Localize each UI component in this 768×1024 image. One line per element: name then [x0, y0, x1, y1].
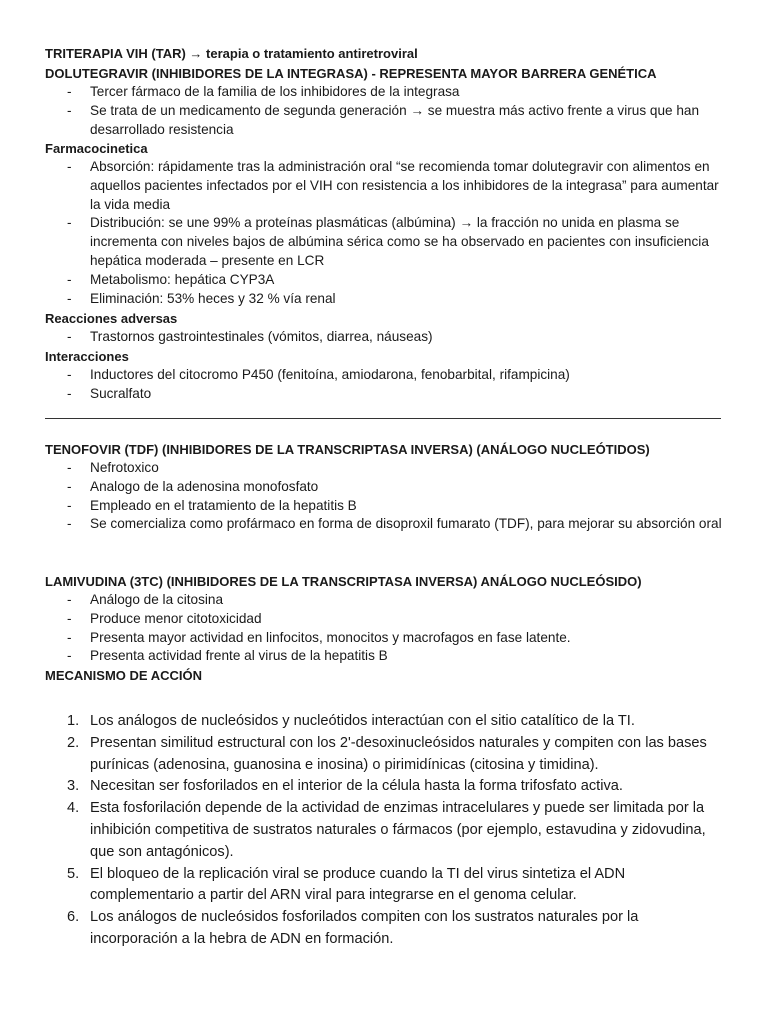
list-item: - Análogo de la citosina — [67, 592, 224, 607]
interactions-list — [45, 366, 725, 404]
list-item: - Sucralfato — [67, 385, 152, 401]
list-item: - Trastornos gastrointestinales (vómitos, diarrea, náuseas) — [67, 329, 433, 344]
dolutegravir-list — [45, 83, 725, 139]
pharmacokinetics-heading: Farmacocinetica — [45, 141, 148, 156]
list-item: 2. Presentan similitud estructural con los 2'-desoxinucleósidos naturales y compiten con las bases purínicas (adenosina, guanosina e inosina) o pirimidínicas (citosina y timidina). — [67, 734, 707, 773]
main-title: TRITERAPIA VIH (TAR) → terapia o tratamiento antiretroviral — [45, 46, 418, 61]
list-item: 5. El bloqueo de la replicación viral se produce cuando la TI del virus sintetiza el ADN complementario a partir del ARN viral para integrarse en el genoma celular. — [67, 865, 626, 904]
list-item: - Distribución: se une 99% a proteínas plasmáticas (albúmina) → la fracción no unida en plasma se incrementa con niveles bajos de albúmina sérica como se ha observado en pacientes con insuficiencia hepática moderada – presente en LCR — [67, 215, 709, 268]
list-item: - Presenta actividad frente al virus de la hepatitis B — [67, 648, 388, 664]
list-item: - Inductores del citocromo P450 (fenitoína, amiodarona, fenobarbital, rifampicina) — [67, 367, 570, 382]
list-item: 4. Esta fosforilación depende de la actividad de enzimas intracelulares y puede ser limitada por la inhibición competitiva de sustratos naturales o fármacos (por ejemplo, estavudina y zidovudina, que son antagónicos). — [67, 800, 706, 860]
lamivudina-heading: LAMIVUDINA (3TC) (INHIBIDORES DE LA TRANSCRIPTASA INVERSA) ANÁLOGO NUCLEÓSIDO) — [45, 574, 642, 589]
list-item: 3. Necesitan ser fosforilados en el interior de la célula hasta la forma trifosfato activa. — [67, 778, 623, 795]
list-item: - Se comercializa como profármaco en forma de disoproxil fumarato (TDF), para mejorar su absorción oral — [67, 516, 722, 532]
list-item: - Empleado en el tratamiento de la hepatitis B — [67, 497, 357, 513]
list-item: 6. Los análogos de nucleósidos fosforilados compiten con los sustratos naturales por la incorporación a la hebra de ADN en formación. — [67, 909, 639, 947]
lamivudina-list — [45, 591, 725, 666]
list-item: - Nefrotoxico — [67, 460, 159, 475]
list-item: 1. Los análogos de nucleósidos y nucleótidos interactúan con el sitio catalítico de la TI. — [67, 713, 635, 729]
list-item: - Eliminación: 53% heces y 32 % vía renal — [67, 290, 336, 306]
pharmacokinetics-list — [45, 158, 725, 308]
list-item: - Absorción: rápidamente tras la administración oral “se recomienda tomar dolutegravir con alimentos en aquellos pacientes infectados por el VIH con resistencia a los inhibidores de la integrasa” para aumentar la vida media — [67, 159, 719, 212]
tenofovir-heading: TENOFOVIR (TDF) (INHIBIDORES DE LA TRANSCRIPTASA INVERSA) (ANÁLOGO NUCLEÓTIDOS) — [45, 442, 650, 457]
interactions-heading: Interacciones — [45, 349, 129, 364]
mechanism-heading: MECANISMO DE ACCIÓN — [45, 668, 202, 683]
dolutegravir-heading: DOLUTEGRAVIR (INHIBIDORES DE LA INTEGRASA) - REPRESENTA MAYOR BARRERA GENÉTICA — [45, 66, 657, 81]
adverse-reactions-heading: Reacciones adversas — [45, 311, 178, 326]
list-item: - Tercer fármaco de la familia de los inhibidores de la integrasa — [67, 84, 460, 99]
list-item: - Presenta mayor actividad en linfocitos, monocitos y macrofagos en fase latente. — [67, 629, 571, 645]
adverse-reactions-list — [45, 328, 725, 347]
list-item: - Analogo de la adenosina monofosfato — [67, 478, 319, 494]
section-divider — [45, 418, 721, 419]
mechanism-list — [45, 711, 725, 951]
tenofovir-list — [45, 459, 725, 534]
list-item: - Produce menor citotoxicidad — [67, 610, 262, 626]
list-item: - Metabolismo: hepática CYP3A — [67, 271, 275, 287]
list-item: - Se trata de un medicamento de segunda generación → se muestra más activo frente a virus que han desarrollado resistencia — [67, 102, 700, 137]
